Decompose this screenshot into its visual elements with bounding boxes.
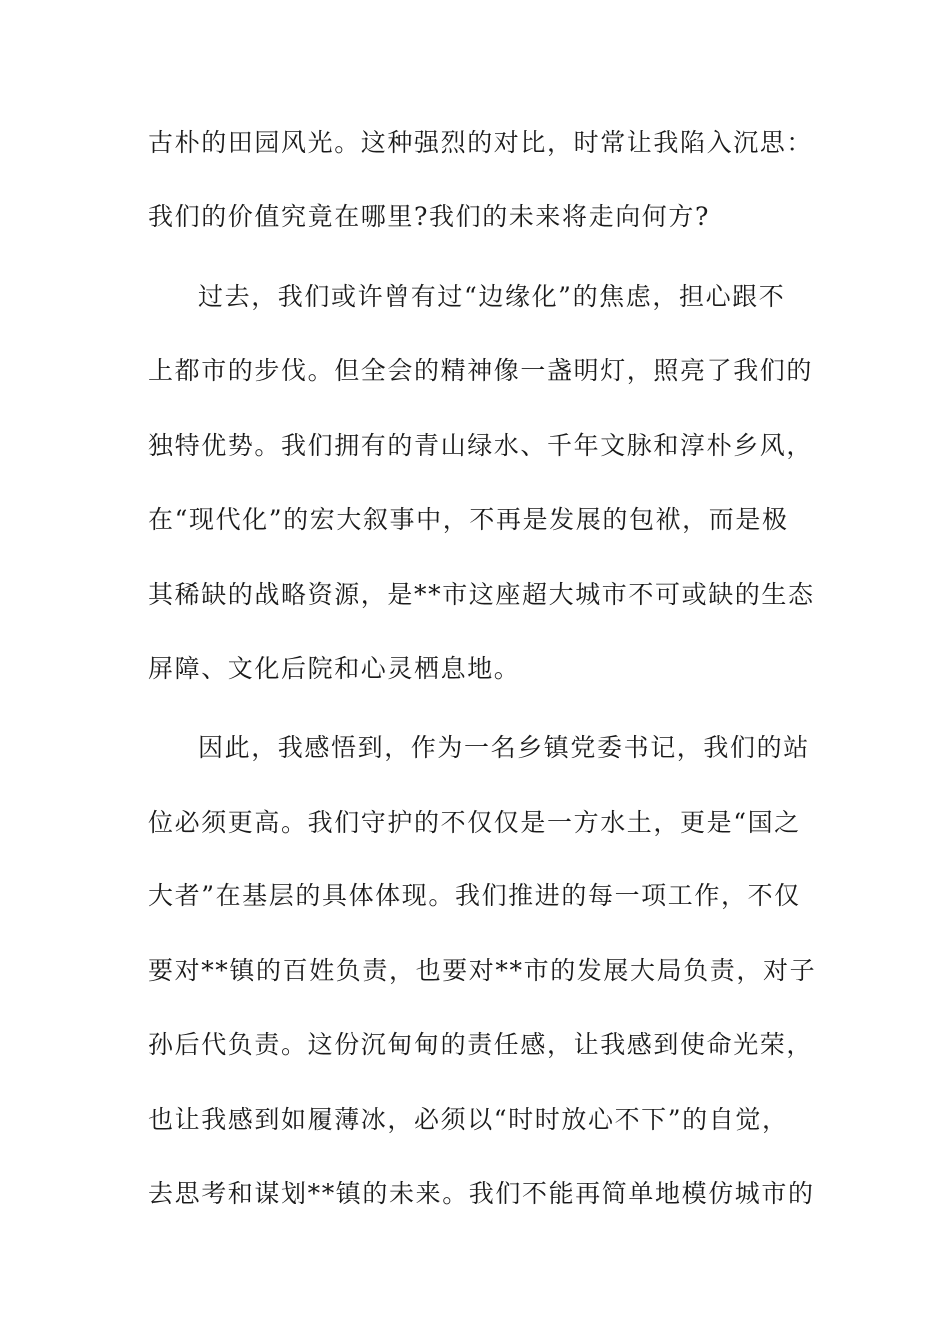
text-line: 独特优势。我们拥有的青山绿水、千年文脉和淳朴乡风， (148, 431, 814, 460)
text-line: 位必须更高。我们守护的不仅仅是一方水土，更是“国之 (148, 808, 801, 837)
text-line: 古朴的田园风光。这种强烈的对比，时常让我陷入沉思： (148, 128, 814, 157)
text-line: 在“现代化”的宏大叙事中，不再是发展的包袱，而是极 (148, 505, 789, 534)
text-line: 也让我感到如履薄冰，必须以“时时放心不下”的自觉， (148, 1105, 789, 1134)
text-line: 孙后代负责。这份沉甸甸的责任感，让我感到使命光荣， (148, 1030, 814, 1059)
text-line: 要对**镇的百姓负责，也要对**市的发展大局负责，对子 (148, 956, 817, 985)
paragraph-start-line: 因此，我感悟到，作为一名乡镇党委书记，我们的站 (198, 733, 810, 762)
text-line: 我们的价值究竟在哪里?我们的未来将走向何方? (148, 202, 711, 231)
text-line: 去思考和谋划**镇的未来。我们不能再简单地模仿城市的 (148, 1179, 815, 1208)
text-line: 屏障、文化后院和心灵栖息地。 (148, 654, 521, 683)
paragraph-start-line: 过去，我们或许曾有过“边缘化”的焦虑，担心跟不 (198, 282, 786, 311)
text-line: 大者”在基层的具体体现。我们推进的每一项工作，不仅 (148, 881, 801, 910)
text-line: 其稀缺的战略资源，是**市这座超大城市不可或缺的生态 (148, 580, 815, 609)
text-line: 上都市的步伐。但全会的精神像一盏明灯，照亮了我们的 (148, 356, 814, 385)
